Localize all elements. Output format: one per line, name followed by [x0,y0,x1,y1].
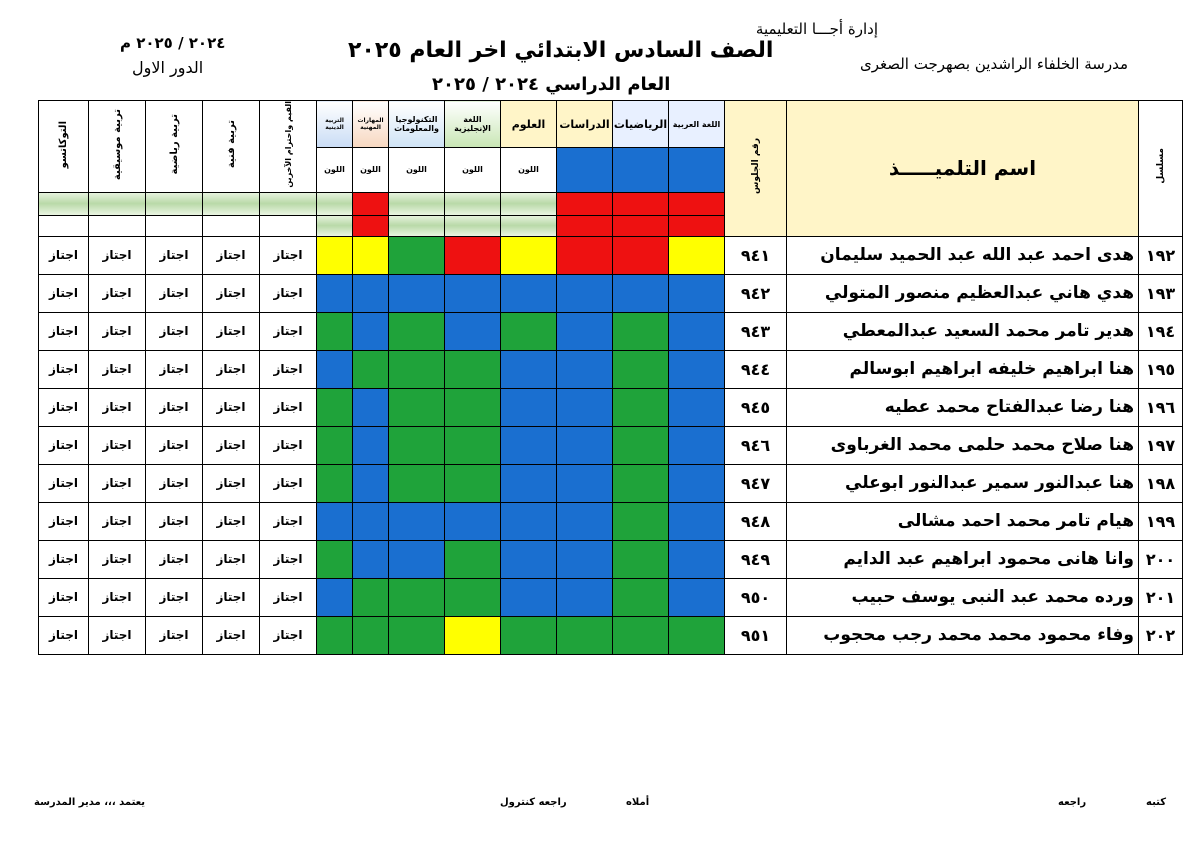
activity-result: اجتاز [89,274,146,312]
grade-color-cell [501,578,557,616]
activity-result: اجتاز [39,426,89,464]
grade-color-cell [389,312,445,350]
seat-header: رقم الجلوس [725,101,787,237]
subject-header-english: اللغة الإنجليزية [445,101,501,148]
activity-result: اجتاز [203,540,260,578]
activity-result: اجتاز [203,388,260,426]
student-serial: ٢٠١ [1139,578,1183,616]
grade-color-cell [613,388,669,426]
student-name: هنا رضا عبدالفتاح محمد عطيه [787,388,1139,426]
activity-result: اجتاز [260,540,317,578]
grade-color-cell [445,350,501,388]
grade-color-cell [389,464,445,502]
grade-color-cell [557,236,613,274]
activity-result: اجتاز [203,236,260,274]
grade-color-cell [613,578,669,616]
table-row [39,426,1183,464]
grade-color-cell [389,616,445,654]
grade-color-cell [557,274,613,312]
grade-color-cell [317,578,353,616]
grade-color-cell [557,312,613,350]
grade-color-cell [389,502,445,540]
grade-color-cell [445,426,501,464]
activity-result: اجتاز [39,502,89,540]
grade-color-cell [445,464,501,502]
grade-color-cell [317,616,353,654]
activity-result: اجتاز [146,388,203,426]
activity-header-tokkatsu: التوكاتسو [39,101,89,193]
activity-result: اجتاز [260,502,317,540]
grade-color-cell [445,312,501,350]
table-row [39,502,1183,540]
activity-result: اجتاز [146,236,203,274]
grade-color-cell [501,502,557,540]
student-seat-number: ٩٤٨ [725,502,787,540]
activity-result: اجتاز [260,350,317,388]
activity-result: اجتاز [39,236,89,274]
grade-color-cell [669,236,725,274]
activity-header-sports: تربية رياضية [146,101,203,193]
grade-color-cell [501,540,557,578]
grade-color-cell [613,426,669,464]
grade-color-cell [445,236,501,274]
student-name: هدى احمد عبد الله عبد الحميد سليمان [787,236,1139,274]
activity-result: اجتاز [203,274,260,312]
grade-color-cell [501,464,557,502]
activity-result: اجتاز [89,312,146,350]
activity-result: اجتاز [89,464,146,502]
grade-color-cell [445,388,501,426]
table-row [39,578,1183,616]
activity-result: اجتاز [39,616,89,654]
activity-result: اجتاز [39,464,89,502]
grade-color-cell [445,578,501,616]
activity-result: اجتاز [146,350,203,388]
activity-result: اجتاز [89,236,146,274]
grade-color-cell [445,274,501,312]
grade-color-cell [557,388,613,426]
student-seat-number: ٩٤٣ [725,312,787,350]
activity-header-music: تربية موسيقية [89,101,146,193]
grade-color-cell [669,464,725,502]
student-name: هنا صلاح محمد حلمى محمد الغرباوى [787,426,1139,464]
footer-dictated: أملاه [626,797,650,808]
student-serial: ١٩٩ [1139,502,1183,540]
grade-color-cell [353,426,389,464]
grade-color-cell [445,616,501,654]
table-row [39,616,1183,654]
table-row [39,236,1183,274]
grade-color-cell [669,616,725,654]
grade-color-cell [353,350,389,388]
student-serial: ١٩٨ [1139,464,1183,502]
student-name: هيام تامر محمد احمد مشالى [787,502,1139,540]
grade-color-cell [353,274,389,312]
activity-result: اجتاز [146,274,203,312]
grade-color-cell [353,578,389,616]
year-label: ٢٠٢٤ / ٢٠٢٥ م [120,34,226,52]
activity-result: اجتاز [260,388,317,426]
student-serial: ١٩٤ [1139,312,1183,350]
student-serial: ١٩٣ [1139,274,1183,312]
grade-color-cell [557,616,613,654]
subject-header-studies: الدراسات [557,101,613,148]
student-name: هدي هاني عبدالعظيم منصور المتولي [787,274,1139,312]
student-name: وفاء محمود محمد محمد رجب محجوب [787,616,1139,654]
activity-result: اجتاز [39,388,89,426]
activity-result: اجتاز [39,312,89,350]
subject-header-vocational: المهارات المهنية [353,101,389,148]
grade-color-cell [317,540,353,578]
grade-color-cell [389,426,445,464]
grade-color-cell [317,464,353,502]
student-name: هنا عبدالنور سمير عبدالنور ابوعلي [787,464,1139,502]
activity-result: اجتاز [146,502,203,540]
activity-result: اجتاز [89,502,146,540]
student-serial: ١٩٥ [1139,350,1183,388]
grade-color-cell [501,350,557,388]
grade-color-cell [669,312,725,350]
table-header-row [39,101,1183,148]
table-row [39,312,1183,350]
activity-result: اجتاز [203,502,260,540]
grade-color-cell [557,426,613,464]
color-label-vocational: اللون [353,148,389,193]
activity-result: اجتاز [203,350,260,388]
grade-color-cell [353,388,389,426]
footer-reviewed-control: راجعه كنترول [500,797,567,808]
grade-color-cell [317,312,353,350]
activity-result: اجتاز [203,578,260,616]
grade-color-cell [557,540,613,578]
color-label-math [613,148,669,193]
grade-color-cell [353,502,389,540]
subject-header-religion: التربية الدينية [317,101,353,148]
activity-result: اجتاز [89,426,146,464]
activity-result: اجتاز [260,236,317,274]
grade-color-cell [501,274,557,312]
footer-wrote: كتبه [1146,797,1167,808]
grade-color-cell [501,312,557,350]
color-label-science: اللون [501,148,557,193]
subject-header-ict: التكنولوجيا والمعلومات [389,101,445,148]
student-serial: ٢٠٠ [1139,540,1183,578]
student-seat-number: ٩٤٦ [725,426,787,464]
grade-color-cell [353,236,389,274]
admin-line: إدارة أجـــا التعليمية [755,20,878,38]
name-header: اسم التلميـــــذ [787,101,1139,237]
grade-color-cell [613,464,669,502]
activity-result: اجتاز [39,274,89,312]
activity-result: اجتاز [89,616,146,654]
activity-result: اجتاز [260,616,317,654]
activity-result: اجتاز [203,426,260,464]
school-line: مدرسة الخلفاء الراشدين بصهرجت الصغرى [859,55,1128,73]
student-seat-number: ٩٤٢ [725,274,787,312]
grade-color-cell [613,236,669,274]
color-label-studies [557,148,613,193]
grade-color-cell [445,540,501,578]
color-label-ict: اللون [389,148,445,193]
grade-color-cell [557,502,613,540]
grade-color-cell [501,426,557,464]
activity-result: اجتاز [146,540,203,578]
grade-color-cell [317,502,353,540]
grade-color-cell [557,350,613,388]
activity-result: اجتاز [260,312,317,350]
activity-result: اجتاز [146,426,203,464]
grade-color-cell [353,464,389,502]
grade-color-cell [557,578,613,616]
activity-result: اجتاز [260,464,317,502]
page-title: الصف السادس الابتدائي اخر العام ٢٠٢٥ [348,38,774,63]
student-seat-number: ٩٤٧ [725,464,787,502]
activity-result: اجتاز [203,616,260,654]
student-name: ورده محمد عبد النبى يوسف حبيب [787,578,1139,616]
student-seat-number: ٩٤١ [725,236,787,274]
grade-color-cell [317,426,353,464]
activity-result: اجتاز [39,578,89,616]
activity-result: اجتاز [260,426,317,464]
grade-color-cell [613,312,669,350]
grade-color-cell [389,350,445,388]
student-seat-number: ٩٤٩ [725,540,787,578]
student-seat-number: ٩٥١ [725,616,787,654]
grade-color-cell [353,616,389,654]
grade-color-cell [353,540,389,578]
student-seat-number: ٩٤٥ [725,388,787,426]
activity-result: اجتاز [203,464,260,502]
activity-result: اجتاز [146,578,203,616]
subject-header-math: الرياضيات [613,101,669,148]
subject-header-arabic: اللغة العربية [669,101,725,148]
grades-table [38,100,1183,655]
grade-color-cell [317,236,353,274]
student-name: وانا هانى محمود ابراهيم عبد الدايم [787,540,1139,578]
activity-result: اجتاز [89,540,146,578]
grade-color-cell [353,312,389,350]
grade-color-cell [317,350,353,388]
academic-year: العام الدراسي ٢٠٢٤ / ٢٠٢٥ [432,74,671,95]
grade-color-cell [501,388,557,426]
grade-color-cell [669,274,725,312]
grade-color-cell [613,540,669,578]
grade-color-cell [669,350,725,388]
grade-color-cell [557,464,613,502]
footer-reviewed: راجعه [1058,797,1087,808]
grade-color-cell [389,274,445,312]
grade-color-cell [317,388,353,426]
student-seat-number: ٩٥٠ [725,578,787,616]
grade-color-cell [389,236,445,274]
activity-result: اجتاز [203,312,260,350]
grade-color-cell [501,616,557,654]
activity-result: اجتاز [39,350,89,388]
color-label-english: اللون [445,148,501,193]
grade-color-cell [669,578,725,616]
grade-color-cell [613,502,669,540]
student-serial: ٢٠٢ [1139,616,1183,654]
student-name: هنا ابراهيم خليفه ابراهيم ابوسالم [787,350,1139,388]
student-serial: ١٩٧ [1139,426,1183,464]
activity-result: اجتاز [39,540,89,578]
grade-color-cell [389,388,445,426]
round-label: الدور الاول [132,58,204,77]
activity-result: اجتاز [260,274,317,312]
activity-result: اجتاز [146,464,203,502]
student-serial: ١٩٢ [1139,236,1183,274]
color-label-arabic [669,148,725,193]
grade-color-cell [389,540,445,578]
grade-color-cell [613,616,669,654]
color-label-religion: اللون [317,148,353,193]
activity-header-art: تربية فنية [203,101,260,193]
grade-color-cell [613,350,669,388]
grade-color-cell [669,388,725,426]
grade-color-cell [669,540,725,578]
student-name: هدير تامر محمد السعيد عبدالمعطي [787,312,1139,350]
table-row [39,388,1183,426]
activity-header-values: القيم واحترام الآخرين [260,101,317,193]
activity-result: اجتاز [89,578,146,616]
student-seat-number: ٩٤٤ [725,350,787,388]
grade-color-cell [669,426,725,464]
activity-result: اجتاز [146,616,203,654]
serial-header: مسلسل [1139,101,1183,237]
table-row [39,464,1183,502]
grade-color-cell [501,236,557,274]
activity-result: اجتاز [89,388,146,426]
activity-result: اجتاز [146,312,203,350]
grade-color-cell [445,502,501,540]
table-row [39,350,1183,388]
subject-header-science: العلوم [501,101,557,148]
student-serial: ١٩٦ [1139,388,1183,426]
grade-color-cell [669,502,725,540]
activity-result: اجتاز [260,578,317,616]
grade-color-cell [613,274,669,312]
footer-approved: يعتمد ،،، مدير المدرسة [34,797,146,808]
table-row [39,540,1183,578]
grade-color-cell [317,274,353,312]
activity-result: اجتاز [89,350,146,388]
grade-color-cell [389,578,445,616]
table-row [39,274,1183,312]
